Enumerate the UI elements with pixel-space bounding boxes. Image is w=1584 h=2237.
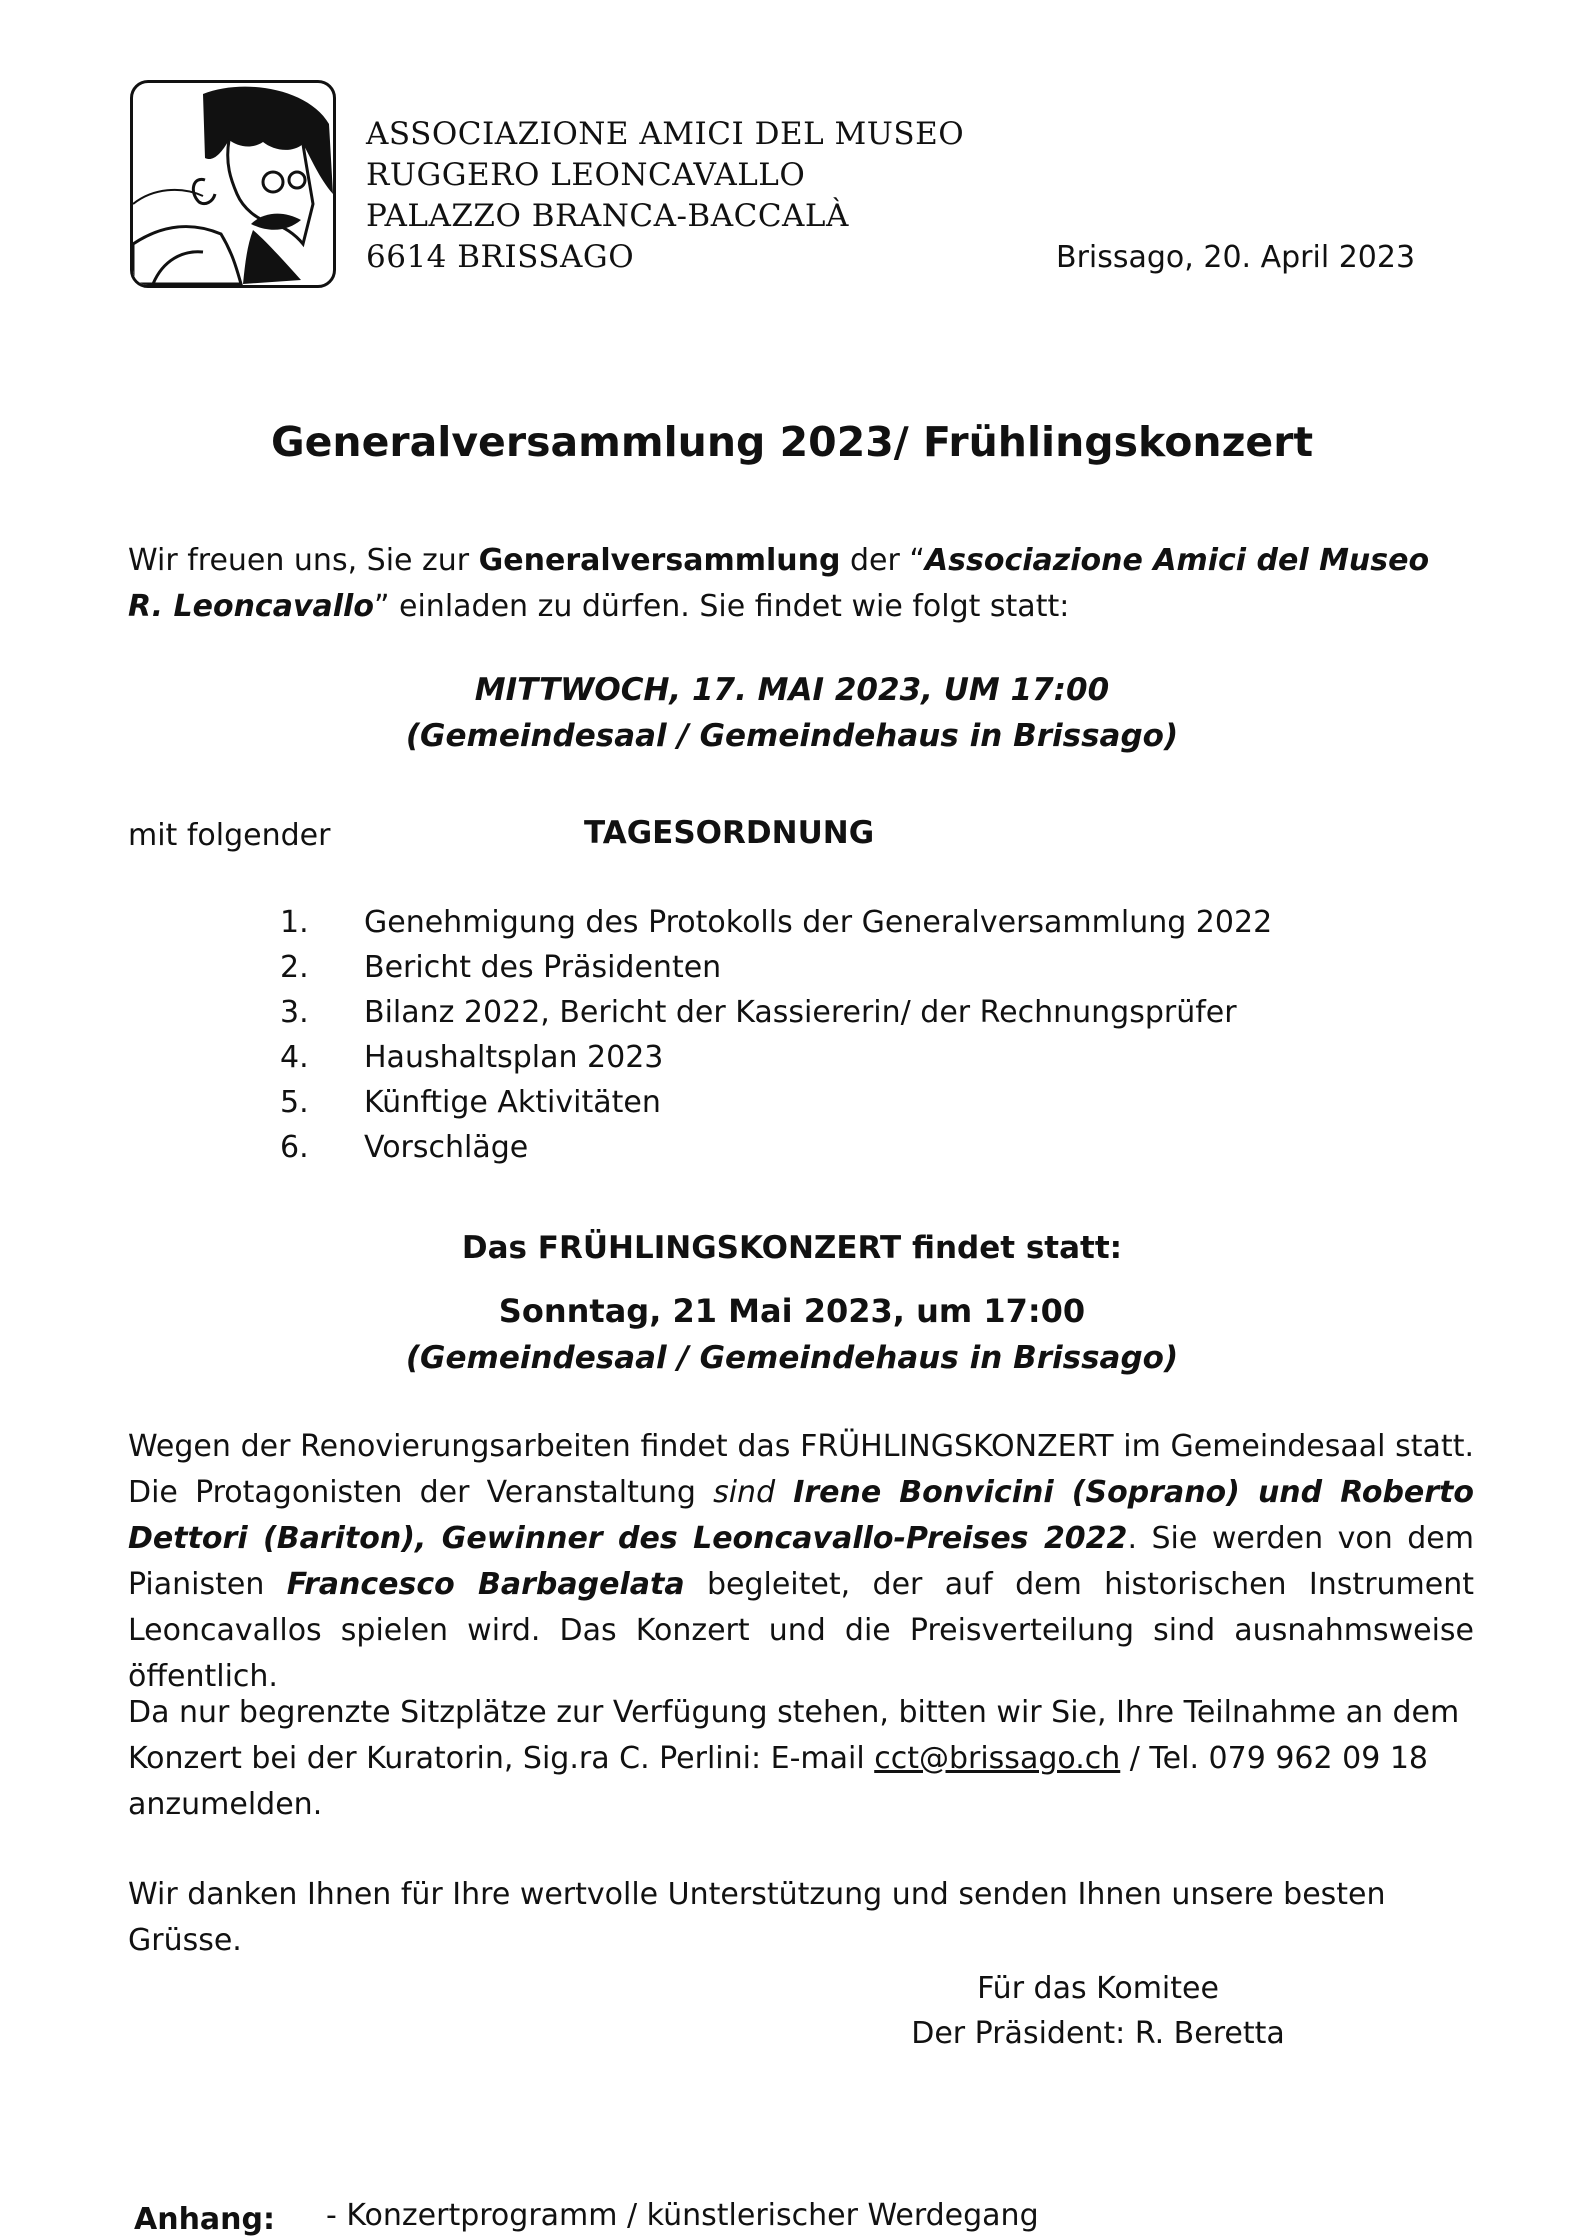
agenda-item-text: Bilanz 2022, Bericht der Kassiererin/ der Rechnungsprüfer xyxy=(364,995,1237,1030)
attachment-text: - Konzertprogramm / künstlerischer Werdegang xyxy=(326,2198,1039,2233)
details-italic: sind xyxy=(713,1475,776,1510)
agenda-item xyxy=(280,900,1272,945)
intro-paragraph xyxy=(128,538,1474,630)
email-link[interactable]: cct@brissago.ch xyxy=(874,1741,1121,1776)
address-line: ASSOCIAZIONE AMICI DEL MUSEO xyxy=(366,116,965,152)
intro-text: der “ xyxy=(840,543,925,578)
agenda-item-text: Vorschläge xyxy=(364,1130,529,1165)
assembly-location: (Gemeindesaal / Gemeindehaus in Brissago) xyxy=(405,718,1179,754)
agenda-item xyxy=(280,1035,1272,1080)
association-name: Associazione Amici del Museo R. Leoncavallo xyxy=(128,543,1430,624)
agenda-item xyxy=(280,1080,1272,1125)
agenda-item xyxy=(280,945,1272,990)
association-logo xyxy=(130,80,336,288)
agenda-list xyxy=(280,900,1272,1170)
agenda-item-number: 2. xyxy=(280,950,309,985)
agenda-item-text: Künftige Aktivitäten xyxy=(364,1085,661,1120)
document-title: Generalversammlung 2023/ Frühlingskonzert xyxy=(270,418,1314,466)
agenda-item xyxy=(280,1125,1272,1170)
leoncavallo-caricature-image xyxy=(133,83,333,285)
agenda-item-text: Bericht des Präsidenten xyxy=(364,950,722,985)
agenda-item-number: 5. xyxy=(280,1085,309,1120)
address-line: RUGGERO LEONCAVALLO xyxy=(366,157,806,193)
address-line: 6614 BRISSAGO xyxy=(366,239,635,275)
thanks-text: Wir danken Ihnen für Ihre wertvolle Unterstützung und senden Ihnen unsere besten Grüsse. xyxy=(128,1877,1386,1958)
details-text: begleitet, der auf dem historischen Instrument Leoncavallos spielen wird. Das Konzert und die Preisverteilung sind ausnahmsweise öffentlich. xyxy=(128,1567,1474,1694)
attachment-label: Anhang: xyxy=(134,2202,276,2237)
thanks-paragraph xyxy=(128,1872,1474,1964)
address-line: PALAZZO BRANCA-BACCALÀ xyxy=(366,198,849,234)
agenda-item-number: 1. xyxy=(280,905,309,940)
agenda-item-number: 4. xyxy=(280,1040,309,1075)
agenda-item-text: Haushaltsplan 2023 xyxy=(364,1040,664,1075)
details-text: . Sie werden von dem Pianisten xyxy=(128,1521,1474,1602)
assembly-datetime: MITTWOCH, 17. MAI 2023, UM 17:00 xyxy=(474,672,1110,708)
association-address xyxy=(366,114,964,278)
agenda-item-text: Genehmigung des Protokolls der Generalversammlung 2022 xyxy=(364,905,1273,940)
registration-text: / Tel. 079 962 09 18 anzumelden. xyxy=(128,1741,1428,1822)
performers: Irene Bonvicini (Soprano) und Roberto Dettori (Bariton), Gewinner des Leoncavallo-Preises 2022 xyxy=(128,1475,1475,1556)
concert-heading: Das FRÜHLINGSKONZERT findet statt: xyxy=(461,1230,1123,1266)
agenda-item-number: 3. xyxy=(280,995,309,1030)
signature-block xyxy=(828,1966,1368,2056)
pianist-name: Francesco Barbagelata xyxy=(286,1567,685,1602)
intro-bold: Generalversammlung xyxy=(478,543,841,578)
registration-paragraph xyxy=(128,1690,1474,1828)
agenda-prefix: mit folgender xyxy=(128,818,331,853)
letter-date: Brissago, 20. April 2023 xyxy=(1056,240,1416,275)
intro-text: ” einladen zu dürfen. Sie findet wie folgt statt: xyxy=(373,589,1070,624)
concert-location: (Gemeindesaal / Gemeindehaus in Brissago) xyxy=(405,1340,1179,1376)
details-text: Wegen der Renovierungsarbeiten findet das FRÜHLINGSKONZERT im Gemeindesaal statt. Die Protagonisten der Veranstaltung xyxy=(128,1429,1474,1510)
agenda-title: TAGESORDNUNG xyxy=(584,815,875,851)
concert-datetime: Sonntag, 21 Mai 2023, um 17:00 xyxy=(498,1292,1086,1330)
concert-details-paragraph xyxy=(128,1424,1474,1700)
registration-text: Da nur begrenzte Sitzplätze zur Verfügung stehen, bitten wir Sie, Ihre Teilnahme an dem Konzert bei der Kuratorin, Sig.ra C. Perlini: E-mail xyxy=(128,1695,1460,1776)
signature-line: Der Präsident: R. Beretta xyxy=(911,2016,1285,2051)
signature-line: Für das Komitee xyxy=(977,1971,1219,2006)
agenda-item-number: 6. xyxy=(280,1130,309,1165)
agenda-item xyxy=(280,990,1272,1035)
intro-text: Wir freuen uns, Sie zur xyxy=(128,543,479,578)
